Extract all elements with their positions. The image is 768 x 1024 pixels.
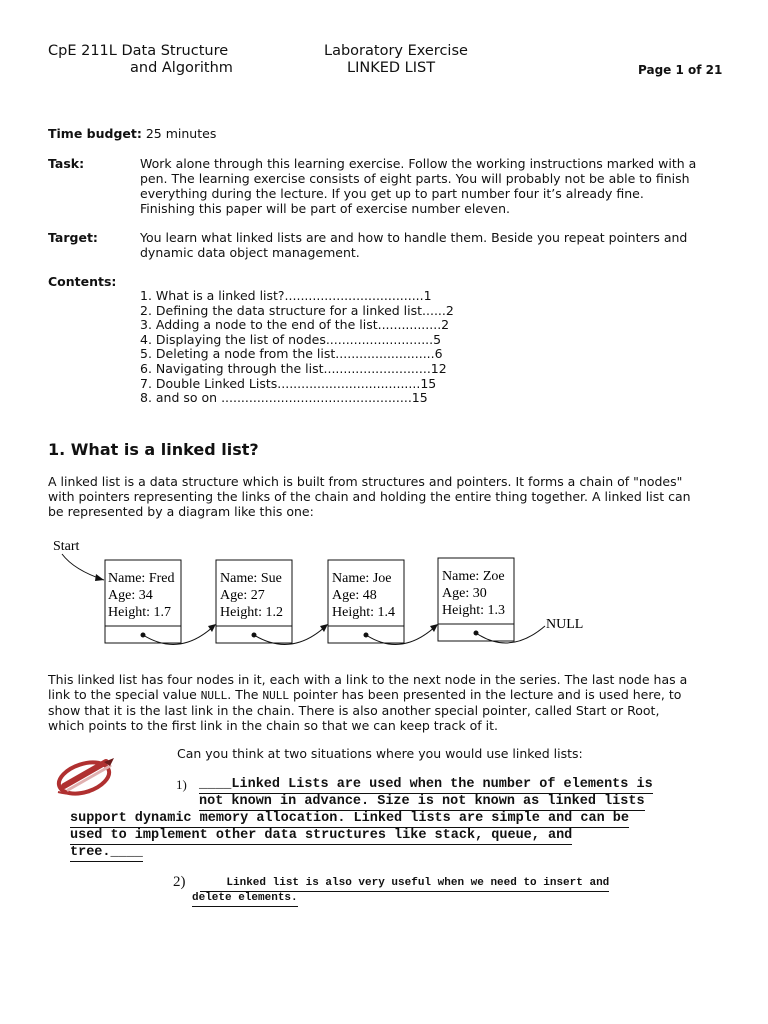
toc-item: 6. Navigating through the list...........................12 (140, 360, 447, 376)
text-fragment: pointer has been presented in the lecture and is used here, to (288, 687, 682, 702)
null-code: NULL (262, 689, 289, 702)
link-arrow-head (320, 624, 328, 632)
time-budget-label: Time budget: (48, 126, 142, 141)
pen-icon (54, 754, 120, 798)
task-text (140, 156, 730, 216)
node-age: Age: 34 (108, 588, 153, 603)
target-line: You learn what linked lists are and how to handle them. Beside you repeat pointers and (140, 230, 688, 245)
answer1-line (70, 810, 629, 828)
node-height: Height: 1.2 (220, 605, 283, 620)
explanation-line: This linked list has four nodes in it, each with a link to the next node in the series. The last node has a (48, 672, 688, 687)
null-code: NULL (200, 689, 228, 702)
time-budget (48, 126, 216, 141)
link-arrow-head (430, 624, 438, 632)
section-heading: 1. What is a linked list? (48, 440, 259, 459)
toc-item: 4. Displaying the list of nodes...........................5 (140, 331, 442, 347)
list-node (216, 560, 292, 643)
time-budget-value: 25 minutes (145, 126, 217, 141)
node-age: Age: 27 (220, 588, 265, 603)
answer-text: used to implement other data structures like stack, queue, and (70, 828, 573, 843)
toc-item: 8. and so on ................................................15 (140, 390, 428, 406)
answer-text: ____Linked Lists are used when the number of elements is (199, 777, 653, 792)
answer2-line (200, 876, 609, 892)
start-arrow-head (95, 574, 104, 581)
linked-list-diagram (0, 530, 768, 660)
answer1-line (70, 827, 572, 845)
answer-text: not known in advance. Size is not known as linked lists (199, 794, 645, 809)
target-line: dynamic data object management. (140, 245, 360, 260)
node-name: Name: Zoe (442, 569, 505, 584)
course-title-line1: CpE 211L Data Structure (48, 43, 229, 59)
answer1-number: 1) (176, 777, 187, 792)
start-label: Start (53, 539, 80, 554)
node-height: Height: 1.4 (332, 605, 395, 620)
node-name: Name: Fred (108, 571, 175, 586)
contents-label: Contents: (48, 274, 117, 289)
page-number: Page 1 of 21 (638, 63, 723, 77)
task-line: pen. The learning exercise consists of eight parts. You will probably not be able to finish (140, 171, 690, 186)
node-name: Name: Joe (332, 571, 392, 586)
explanation-paragraph (48, 672, 738, 733)
task-line: Finishing this paper will be part of exercise number eleven. (140, 201, 511, 216)
task-line: Work alone through this learning exercise. Follow the working instructions marked with a (140, 156, 697, 171)
intro-line: A linked list is a data structure which is built from structures and pointers. It forms a chain of "nodes" (48, 474, 683, 489)
toc-item: 1. What is a linked list?...................................1 (140, 288, 432, 303)
answer1-line (199, 776, 653, 794)
answer-text: tree.____ (70, 845, 143, 860)
target-text (140, 230, 730, 260)
answer-text: delete elements. (192, 891, 298, 907)
answer-text: Linked list is also very useful when we need to insert and (200, 876, 609, 892)
answer1-line (199, 793, 645, 811)
null-label: NULL (546, 617, 584, 632)
exercise-title-line1: Laboratory Exercise (324, 43, 468, 59)
node-age: Age: 30 (442, 586, 487, 601)
intro-line: with pointers representing the links of the chain and holding the entire thing together. A linked list can (48, 489, 691, 504)
target-label: Target: (48, 230, 98, 245)
question-text: Can you think at two situations where you would use linked lists: (177, 746, 583, 761)
toc-item: 3. Adding a node to the end of the list................2 (140, 317, 450, 333)
text-fragment: . The (227, 687, 263, 702)
answer-text: support dynamic memory allocation. Linked lists are simple and can be (70, 811, 629, 826)
list-node (438, 558, 514, 641)
node-height: Height: 1.3 (442, 603, 505, 618)
explanation-line: which points to the first link in the chain so that we can keep track of it. (48, 718, 498, 733)
toc-item: 7. Double Linked Lists....................................15 (140, 375, 437, 391)
list-node (105, 560, 181, 643)
task-label: Task: (48, 156, 85, 171)
answer2-number: 2) (173, 874, 186, 890)
text-fragment: link to the special value (48, 687, 201, 702)
toc-item: 5. Deleting a node from the list.........................6 (140, 346, 443, 362)
exercise-title-line2: LINKED LIST (347, 60, 436, 76)
answer2-line (192, 891, 298, 907)
task-line: everything during the lecture. If you get up to part number four it’s already fine. (140, 186, 644, 201)
course-title-line2: and Algorithm (130, 60, 233, 76)
intro-paragraph (48, 474, 728, 519)
node-height: Height: 1.7 (108, 605, 171, 620)
answer1-line (70, 844, 143, 862)
explanation-line: show that it is the last link in the chain. There is also another special pointer, called Start or Root, (48, 703, 660, 718)
node-name: Name: Sue (220, 571, 282, 586)
node-age: Age: 48 (332, 588, 377, 603)
toc-item: 2. Defining the data structure for a linked list......2 (140, 302, 454, 318)
intro-line: be represented by a diagram like this one: (48, 504, 314, 519)
explanation-line (48, 687, 738, 703)
table-of-contents (140, 289, 454, 406)
link-arrow-head (208, 624, 216, 632)
list-node (328, 560, 404, 643)
